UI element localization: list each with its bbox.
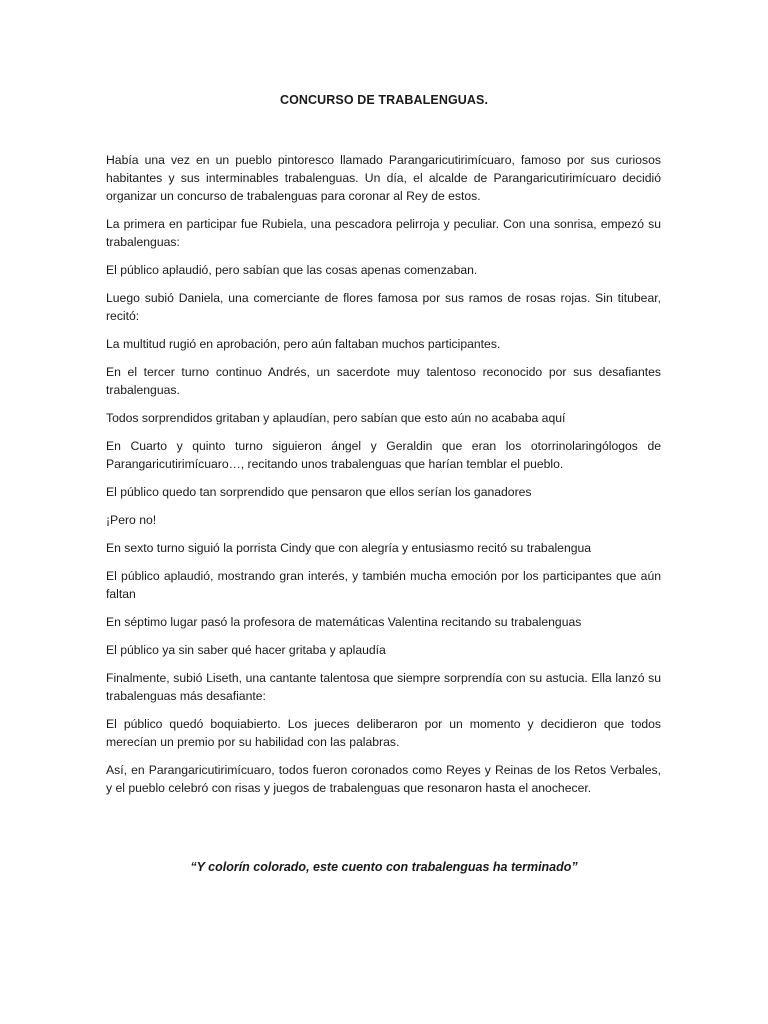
- paragraph-11: En sexto turno siguió la porrista Cindy que con alegría y entusiasmo recitó su trabalengua: [106, 541, 592, 555]
- paragraph-10: ¡Pero no!: [106, 513, 157, 527]
- paragraph-13: En séptimo lugar pasó la profesora de matemáticas Valentina recitando su trabalenguas: [106, 615, 582, 629]
- paragraph-7: Todos sorprendidos gritaban y aplaudían, pero sabían que esto aún no acababa aquí: [106, 411, 566, 425]
- paragraph-3: El público aplaudió, pero sabían que las cosas apenas comenzaban.: [106, 263, 478, 277]
- paragraph-6: En el tercer turno continuo Andrés, un sacerdote muy talentoso reconocido por sus desafiantes trabalenguas.: [106, 365, 661, 397]
- paragraph-2: La primera en participar fue Rubiela, una pescadora pelirroja y peculiar. Con una sonrisa, empezó su trabalenguas:: [106, 217, 661, 249]
- paragraph-16: El público quedó boquiabierto. Los jueces deliberaron por un momento y decidieron que todos merecían un premio por su habilidad con las palabras.: [106, 717, 661, 749]
- closing-quote: “Y colorín colorado, este cuento con trabalenguas ha terminado”: [190, 860, 578, 874]
- document-body: [106, 151, 661, 807]
- document-title: CONCURSO DE TRABALENGUAS.: [279, 93, 489, 107]
- paragraph-14: El público ya sin saber qué hacer gritaba y aplaudía: [106, 643, 386, 657]
- paragraph-12: El público aplaudió, mostrando gran interés, y también mucha emoción por los participantes que aún faltan: [106, 569, 661, 601]
- paragraph-1: Había una vez en un pueblo pintoresco llamado Parangaricutirimícuaro, famoso por sus curiosos habitantes y sus interminables trabalenguas. Un día, el alcalde de Parangaricutirimícuaro decidió organizar un concurso de trabalenguas para coronar al Rey de estos.: [106, 153, 661, 203]
- paragraph-17: Así, en Parangaricutirimícuaro, todos fueron coronados como Reyes y Reinas de los Retos Verbales, y el pueblo celebró con risas y juegos de trabalenguas que resonaron hasta el anochecer.: [106, 763, 661, 795]
- paragraph-8: En Cuarto y quinto turno siguieron ángel y Geraldin que eran los otorrinolaringólogos de Parangaricutirimícuaro…, recitando unos trabalenguas que harían temblar el pueblo.: [106, 439, 661, 471]
- paragraph-4: Luego subió Daniela, una comerciante de flores famosa por sus ramos de rosas rojas. Sin titubear, recitó:: [106, 291, 661, 323]
- paragraph-15: Finalmente, subió Liseth, una cantante talentosa que siempre sorprendía con su astucia. Ella lanzó su trabalenguas más desafiante:: [106, 671, 661, 703]
- paragraph-9: El público quedo tan sorprendido que pensaron que ellos serían los ganadores: [106, 485, 532, 499]
- paragraph-5: La multitud rugió en aprobación, pero aún faltaban muchos participantes.: [106, 337, 501, 351]
